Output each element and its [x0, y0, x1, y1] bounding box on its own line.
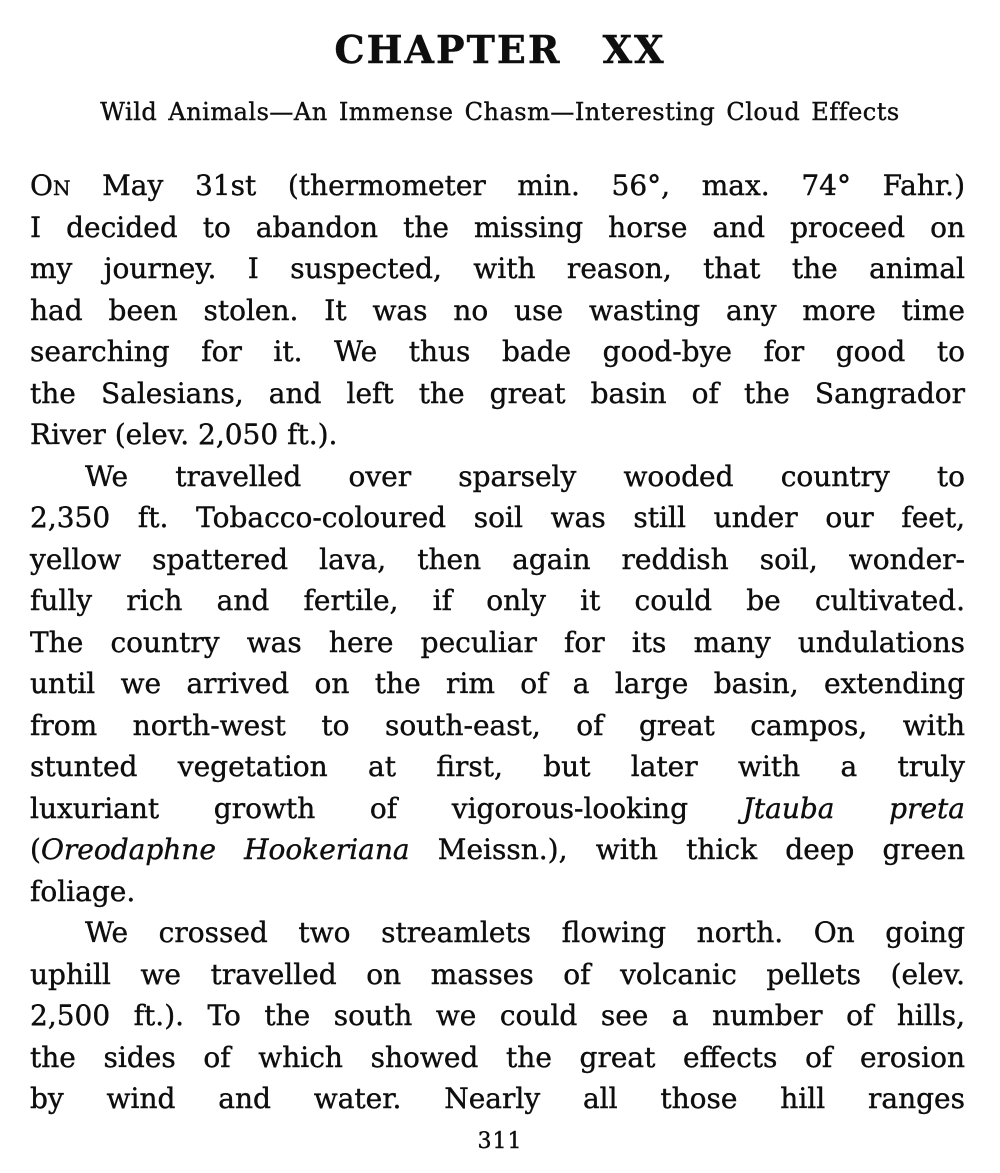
page-number: 311 — [477, 1128, 523, 1154]
italic-species-name: Jtauba preta — [742, 791, 965, 825]
text-line: stunted vegetation at first, but later with a truly — [30, 750, 965, 784]
text-line: the sides of which showed the great effects of erosion — [30, 1040, 965, 1074]
smallcaps-lead: On — [30, 169, 71, 203]
text-line: fully rich and fertile, if only it could be cultivated. — [30, 584, 965, 618]
chapter-title: CHAPTER XX — [334, 27, 666, 72]
italic-species-name: Oreodaphne Hookeriana — [40, 833, 410, 867]
text-line: The country was here peculiar for its many undulations — [30, 625, 965, 659]
text-line: by wind and water. Nearly all those hill ranges — [30, 1082, 965, 1116]
body-text — [0, 165, 1000, 1120]
line-text: Meissn.), with thick deep green — [409, 833, 966, 867]
text-line: uphill we travelled on masses of volcanic pellets (elev. — [30, 957, 965, 991]
text-line: River (elev. 2,050 ft.). — [30, 418, 338, 452]
line-text: ( — [30, 833, 41, 867]
text-line: I decided to abandon the missing horse and proceed on — [30, 210, 965, 244]
text-line: We crossed two streamlets flowing north. On going — [85, 916, 965, 950]
text-line: yellow spattered lava, then again reddish soil, wonder- — [30, 542, 965, 576]
text-line: 2,350 ft. Tobacco-coloured soil was still under our feet, — [30, 501, 965, 535]
text-line — [30, 829, 965, 871]
text-line — [30, 165, 965, 207]
chapter-subtitle: Wild Animals—An Immense Chasm—Interesting Cloud Effects — [100, 97, 900, 126]
text-line: until we arrived on the rim of a large basin, extending — [30, 667, 965, 701]
text-line: We travelled over sparsely wooded country to — [85, 459, 965, 493]
text-line: from north-west to south-east, of great campos, with — [30, 708, 965, 742]
line-text: luxuriant growth of vigorous-looking — [30, 791, 743, 825]
line-text: May 31st (thermometer min. 56°, max. 74° Fahr.) — [70, 169, 965, 203]
text-line: my journey. I suspected, with reason, that the animal — [30, 252, 965, 286]
text-line: foliage. — [30, 874, 136, 908]
text-line: the Salesians, and left the great basin of the Sangrador — [30, 376, 965, 410]
text-line: searching for it. We thus bade good-bye for good to — [30, 335, 965, 369]
text-line — [30, 788, 965, 830]
text-line: 2,500 ft.). To the south we could see a number of hills, — [30, 999, 965, 1033]
text-line: had been stolen. It was no use wasting any more time — [30, 293, 965, 327]
